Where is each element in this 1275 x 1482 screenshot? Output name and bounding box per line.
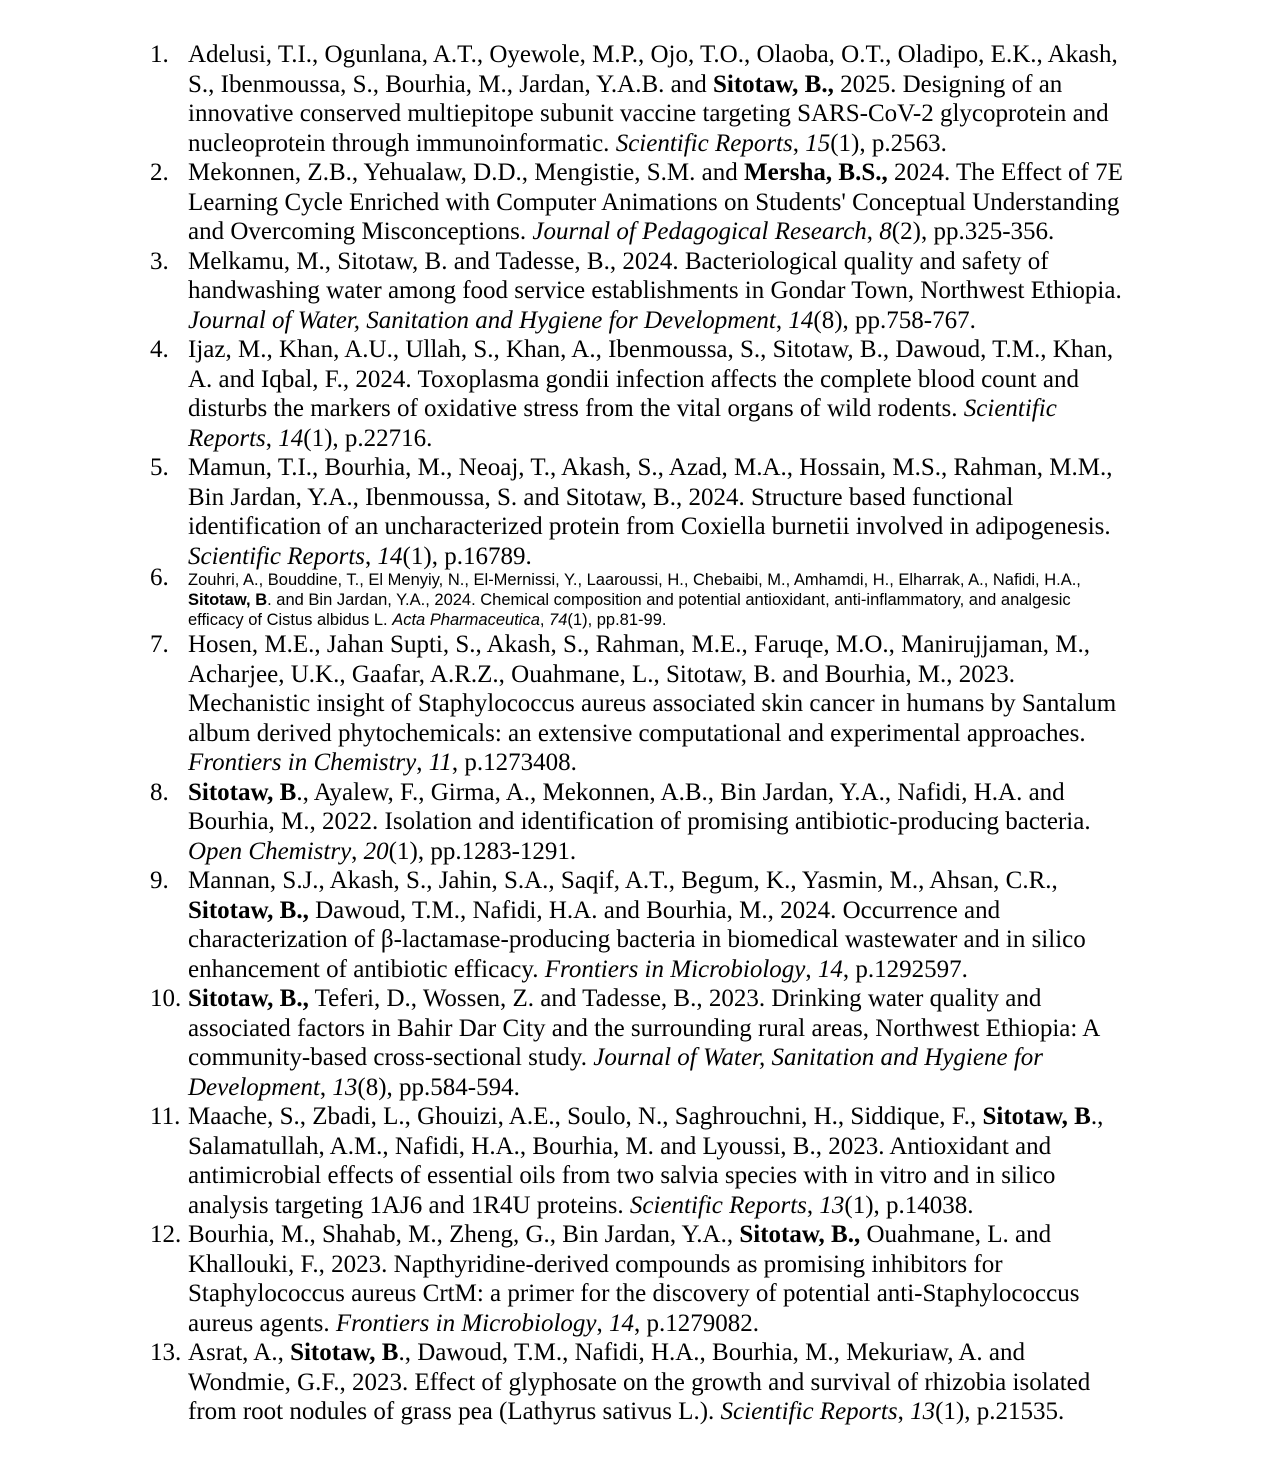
reference-text: Zouhri, A., Bouddine, T., El Menyiy, N., El-Mernissi, Y., Laaroussi, H., Chebaibi, M., Amhamdi, H., Elharrak, A., Nafidi, H.A., Sitotaw, B. and Bin Jardan, Y.A., 2024. Chemical composition and potential antioxidant, anti-inflammatory, and analgesic efficacy of Cistus albidus L. Acta Pharmaceutica, 74(1), pp.81-99.	[188, 571, 1081, 629]
reference-text: Maache, S., Zbadi, L., Ghouizi, A.E., Soulo, N., Saghrouchni, H., Siddique, F., Sitotaw, B., Salamatullah, A.M., Nafidi, H.A., Bourhia, M. and Lyoussi, B., 2023. Antioxidant and antimicrobial effects of essential oils from two salvia species with in vitro and in silico analysis targeting 1AJ6 and 1R4U proteins. Scientific Reports, 13(1), p.14038.	[188, 1103, 1104, 1219]
reference-number: 3.	[150, 247, 169, 275]
reference-text: Sitotaw, B., Teferi, D., Wossen, Z. and Tadesse, B., 2023. Drinking water quality and associated factors in Bahir Dar City and the surrounding rural areas, Northwest Ethiopia: A community-based cross-sectional study. Journal of Water, Sanitation and Hygiene for Development, 13(8), pp.584-594.	[188, 985, 1099, 1101]
reference-text: Melkamu, M., Sitotaw, B. and Tadesse, B., 2024. Bacteriological quality and safety of handwashing water among food service establishments in Gondar Town, Northwest Ethiopia. Journal of Water, Sanitation and Hygiene for Development, 14(8), pp.758-767.	[188, 247, 1122, 334]
reference-number: 1.	[150, 41, 169, 68]
reference-number: 6.	[150, 564, 169, 591]
reference-text: Mekonnen, Z.B., Yehualaw, D.D., Mengistie, S.M. and Mersha, B.S., 2024. The Effect of 7E Learning Cycle Enriched with Computer Animations on Students' Conceptual Understanding and Overcoming Misconceptions. Journal of Pedagogical Research, 8(2), pp.325-356.	[188, 159, 1123, 245]
reference-number: 2.	[150, 159, 169, 186]
reference-text: Asrat, A., Sitotaw, B., Dawoud, T.M., Nafidi, H.A., Bourhia, M., Mekuriaw, A. and Wondmie, G.F., 2023. Effect of glyphosate on the growth and survival of rhizobia isolated from root nodules of grass pea (Lathyrus sativus L.). Scientific Reports, 13(1), p.21535.	[188, 1339, 1091, 1426]
reference-item-5	[148, 453, 1125, 571]
reference-item-3	[148, 247, 1125, 336]
reference-item-6	[148, 564, 1125, 630]
reference-number: 11.	[150, 1103, 181, 1131]
reference-text: Mannan, S.J., Akash, S., Jahin, S.A., Saqif, A.T., Begum, K., Yasmin, M., Ahsan, C.R., Sitotaw, B., Dawoud, T.M., Nafidi, H.A. and Bourhia, M., 2024. Occurrence and characterization of β-lactamase-producing bacteria in biomedical wastewater and in silico enhancement of antibiotic efficacy. Frontiers in Microbiology, 14, p.1292597.	[188, 867, 1086, 983]
reference-item-8	[148, 778, 1125, 867]
reference-item-9	[148, 866, 1125, 984]
reference-text: Adelusi, T.I., Ogunlana, A.T., Oyewole, M.P., Ojo, T.O., Olaoba, O.T., Oladipo, E.K., Akash, S., Ibenmoussa, S., Bourhia, M., Jardan, Y.A.B. and Sitotaw, B., 2025. Designing of an innovative conserved multiepitope subunit vaccine targeting SARS-CoV-2 glycoprotein and nucleoprotein through immunoinformatic. Scientific Reports, 15(1), p.2563.	[188, 41, 1118, 157]
reference-number: 5.	[150, 454, 169, 481]
reference-text: Ijaz, M., Khan, A.U., Ullah, S., Khan, A., Ibenmoussa, S., Sitotaw, B., Dawoud, T.M., Khan, A. and Iqbal, F., 2024. Toxoplasma gondii infection affects the complete blood count and disturbs the markers of oxidative stress from the vital organs of wild rodents. Scientific Reports, 14(1), p.22716.	[188, 336, 1114, 452]
reference-number: 7.	[150, 631, 169, 659]
reference-number: 12.	[150, 1221, 182, 1249]
reference-text: Hosen, M.E., Jahan Supti, S., Akash, S., Rahman, M.E., Faruqe, M.O., Manirujjaman, M., Acharjee, U.K., Gaafar, A.R.Z., Ouahmane, L., Sitotaw, B. and Bourhia, M., 2023. Mechanistic insight of Staphylococcus aureus associated skin cancer in humans by Santalum album derived phytochemicals: an extensive computational and experimental approaches. Frontiers in Chemistry, 11, p.1273408.	[188, 631, 1117, 777]
reference-text: Sitotaw, B., Ayalew, F., Girma, A., Mekonnen, A.B., Bin Jardan, Y.A., Nafidi, H.A. and Bourhia, M., 2022. Isolation and identification of promising antibiotic-producing bacteria. Open Chemistry, 20(1), pp.1283-1291.	[188, 778, 1091, 865]
reference-item-13	[148, 1338, 1125, 1427]
reference-item-12	[148, 1220, 1125, 1338]
reference-item-7	[148, 630, 1125, 778]
reference-item-4	[148, 335, 1125, 453]
reference-number: 9.	[150, 867, 169, 895]
reference-item-1	[148, 40, 1125, 158]
reference-item-10	[148, 984, 1125, 1102]
reference-item-11	[148, 1102, 1125, 1220]
reference-item-2	[148, 158, 1125, 247]
reference-text: Mamun, T.I., Bourhia, M., Neoaj, T., Akash, S., Azad, M.A., Hossain, M.S., Rahman, M.M., Bin Jardan, Y.A., Ibenmoussa, S. and Sitotaw, B., 2024. Structure based functional identification of an uncharacterized protein from Coxiella burnetii involved in adipogenesis. Scientific Reports, 14(1), p.16789.	[188, 454, 1113, 570]
reference-number: 8.	[150, 778, 169, 806]
reference-list	[148, 40, 1125, 1427]
reference-number: 10.	[150, 985, 182, 1013]
reference-number: 13.	[150, 1339, 182, 1367]
reference-number: 4.	[150, 336, 169, 363]
reference-text: Bourhia, M., Shahab, M., Zheng, G., Bin Jardan, Y.A., Sitotaw, B., Ouahmane, L. and Khallouki, F., 2023. Napthyridine-derived compounds as promising inhibitors for Staphylococcus aureus CrtM: a primer for the discovery of potential anti-Staphylococcus aureus agents. Frontiers in Microbiology, 14, p.1279082.	[188, 1221, 1080, 1337]
